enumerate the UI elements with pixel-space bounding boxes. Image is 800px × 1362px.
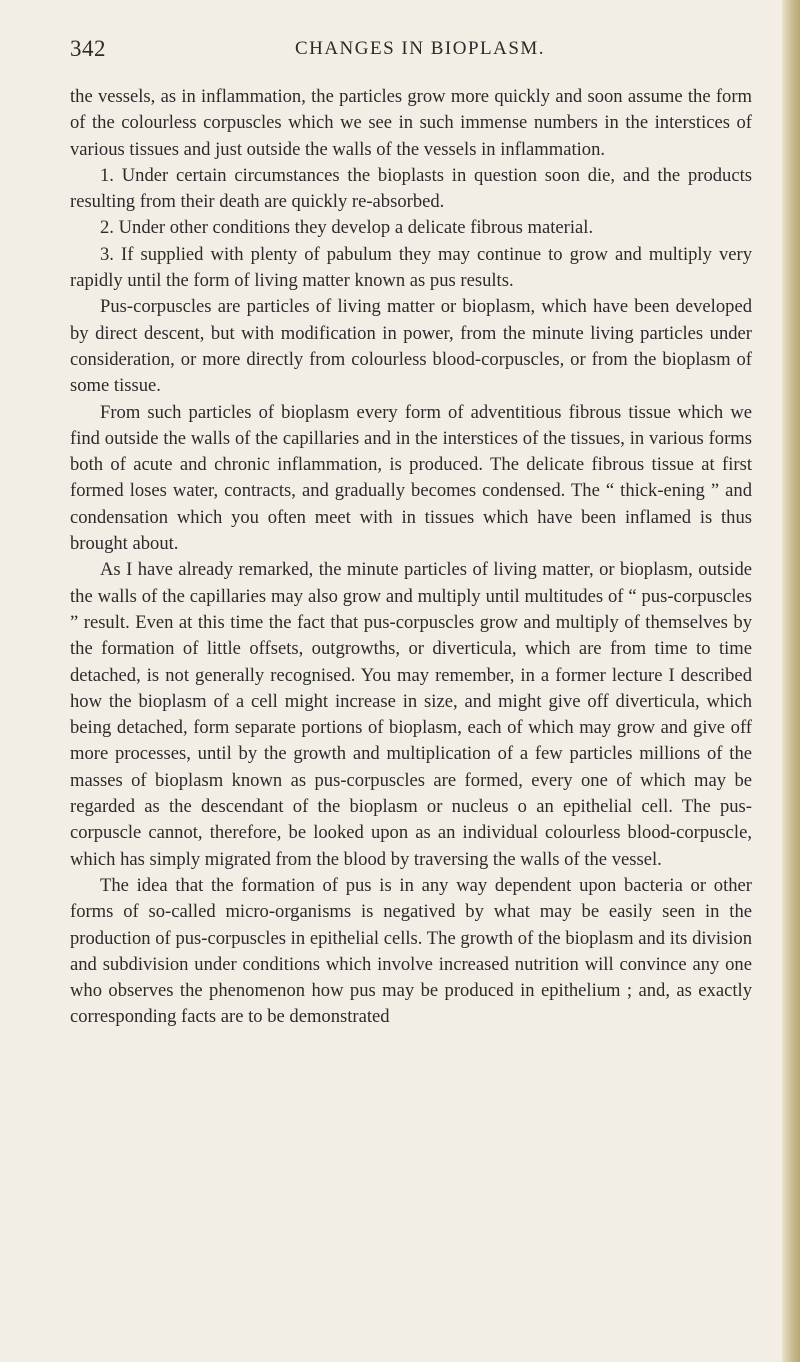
- page-header: [70, 36, 750, 66]
- paragraph-bacteria: The idea that the formation of pus is in any way dependent upon bacteria or other forms of so-called micro-organisms is negatived by what may be easily seen in the production of pus-corpuscles in epithelial cells. The growth of the bioplasm and its division and subdivision under conditions which involve increased nutrition will convince any one who observes the phenomenon how pus may be produced in epithelium ; and, as exactly corresponding facts are to be demonstrated: [70, 874, 752, 1028]
- list-item-1: 1. Under certain circumstances the bioplasts in question soon die, and the products resulting from their death are quickly re-absorbed.: [70, 164, 752, 213]
- paragraph-multiplication: As I have already remarked, the minute particles of living matter, or bioplasm, outside the walls of the capillaries may also grow and multiply until multitudes of “ pus-corpuscles ” result. Even at this time the fact that pus-corpuscles grow and multiply of themselves by the formation of little offsets, outgrowths, or diverticula, which are from time to time detached, is not generally recognised. You may remember, in a former lecture I described how the bioplasm of a cell might increase in size, and might give off diverticula, which being detached, form separate portions of bioplasm, each of which may grow and give off more processes, until by the growth and multiplication of a few particles millions of the masses of bioplasm known as pus-corpuscles are formed, every one of which may be regarded as the descendant of the bioplasm or nucleus o an epithelial cell. The pus-corpuscle cannot, therefore, be looked upon as an individual colourless blood-corpuscle, which has simply migrated from the blood by traversing the walls of the vessel.: [70, 559, 752, 870]
- page-edge-shadow: [782, 0, 800, 1362]
- paragraph-continued: the vessels, as in inflammation, the particles grow more quickly and soon assume the form of the colourless corpuscles which we see in such immense numbers in the interstices of various tissues and just outside the walls of the vessels in inflammation.: [70, 86, 752, 160]
- list-item-2: 2. Under other conditions they develop a delicate fibrous material.: [100, 217, 594, 239]
- body-text: [70, 84, 752, 1031]
- running-title: CHANGES IN BIOPLASM.: [294, 38, 546, 59]
- page-number: 342: [70, 36, 106, 61]
- paragraph-fibrous-tissue: From such particles of bioplasm every form of adventitious fibrous tissue which we find outside the walls of the capillaries and in the interstices of the tissues, in various forms both of acute and chronic inflammation, is produced. The delicate fibrous tissue at first formed loses water, contracts, and gradually becomes condensed. The “ thick-ening ” and condensation which you often meet with in tissues which have been inflamed is thus brought about.: [70, 401, 752, 555]
- list-item-3: 3. If supplied with plenty of pabulum they may continue to grow and multiply very rapidly until the form of living matter known as pus results.: [70, 243, 752, 292]
- paragraph-pus-corpuscles: Pus-corpuscles are particles of living matter or bioplasm, which have been developed by direct descent, but with modification in power, from the minute living particles under consideration, or more directly from colourless blood-corpuscles, or from the bioplasm of some tissue.: [70, 296, 752, 397]
